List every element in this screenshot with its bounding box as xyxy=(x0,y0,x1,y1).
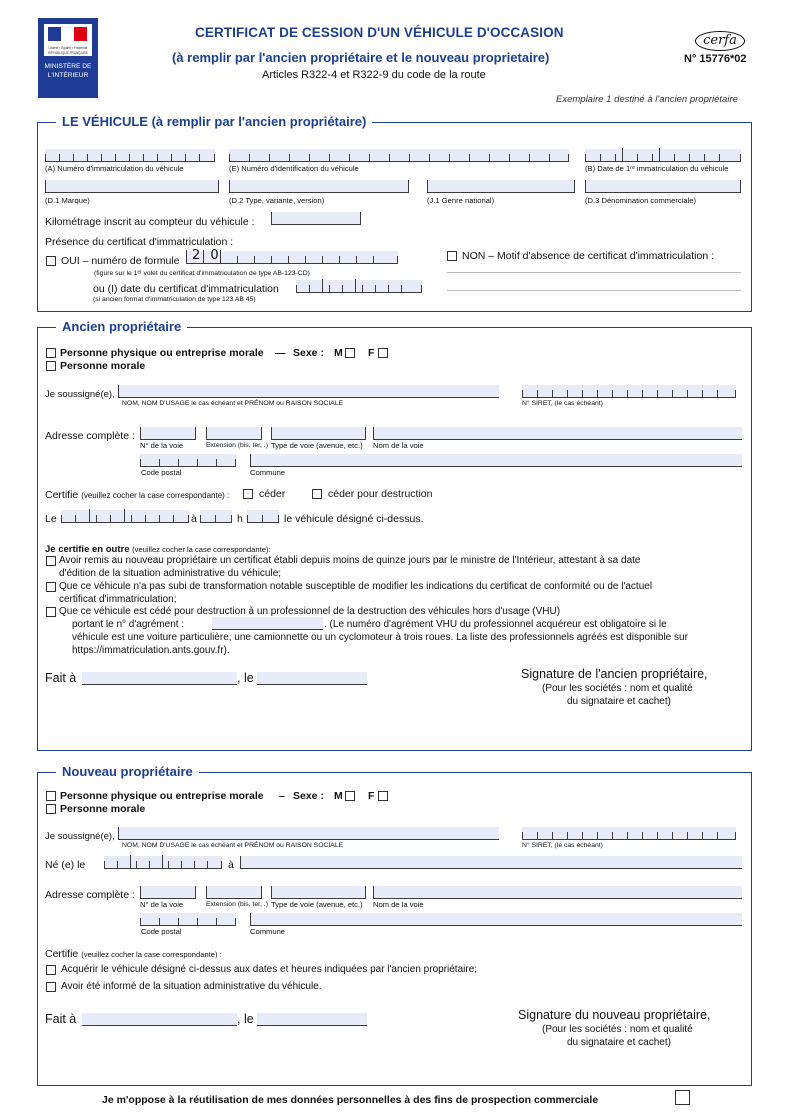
former-signature-title: Signature de l'ancien propriétaire, xyxy=(521,667,708,681)
new-f-label: F xyxy=(368,790,375,802)
vin-label: (E) Numéro d'identification du véhicule xyxy=(229,164,359,173)
registration-number-field[interactable] xyxy=(45,149,215,162)
new-siret-field[interactable] xyxy=(522,827,736,840)
new-birth-place-label: à xyxy=(228,859,234,871)
former-item3-text-b1: portant le n° d'agrément : xyxy=(72,619,185,630)
former-signing-date-field[interactable] xyxy=(257,672,367,685)
former-street-number-note: N° de la voie xyxy=(140,441,184,450)
former-postcode-note: Code postal xyxy=(141,468,182,477)
former-name-note: NOM, NOM D'USAGE le cas échéant et PRÉNOM ou RAISON SOCIALE xyxy=(122,400,344,407)
new-m-label: M xyxy=(334,790,343,802)
new-sexe-label: Sexe : xyxy=(293,790,324,802)
new-signature-note2: du signataire et cachet) xyxy=(567,1037,671,1048)
new-city-note: Commune xyxy=(250,927,286,936)
opposition-checkbox[interactable] xyxy=(675,1090,690,1105)
oui-checkbox[interactable] xyxy=(46,256,56,266)
former-vehicle-designated: le véhicule désigné ci-dessus. xyxy=(284,513,424,525)
oui-note: (figure sur le 1ᵉʳ volet du certificat d'immatriculation de type AB-123-CD) xyxy=(94,270,310,277)
new-street-number-field[interactable] xyxy=(140,886,196,899)
opposition-text: Je m'oppose à la réutilisation de mes données personnelles à des fins de prospection commerciale xyxy=(102,1094,599,1106)
type-variant-label: (D.2 Type, variante, version) xyxy=(229,196,325,205)
former-item3-text-d: https://immatriculation.ants.gouv.fr). xyxy=(72,645,230,656)
non-reason-line-1[interactable] xyxy=(447,272,741,273)
new-name-field[interactable] xyxy=(118,827,499,840)
national-genre-label: (J.1 Genre national) xyxy=(427,196,495,205)
new-physical-label: Personne physique ou entreprise morale xyxy=(60,790,264,802)
new-item2-text: Avoir été informé de la situation administrative du véhicule. xyxy=(61,981,322,992)
certificate-date-field[interactable] xyxy=(296,280,422,293)
former-item2-text-b: certificat d'immatriculation; xyxy=(59,594,177,605)
former-minute-field[interactable] xyxy=(247,510,279,523)
former-item3-text-a: Que ce véhicule est cédé pour destruction à un professionnel de la destruction des véhicules hors d'usage (VHU) xyxy=(59,606,561,617)
former-street-type-field[interactable] xyxy=(271,427,366,440)
former-owner-section-title: Ancien propriétaire xyxy=(56,319,187,334)
approval-number-field[interactable] xyxy=(212,617,323,630)
former-dash: — xyxy=(275,347,286,359)
former-moral-label: Personne morale xyxy=(60,360,146,372)
new-birth-date-field[interactable] xyxy=(104,856,222,869)
former-soussigne-label: Je soussigné(e), xyxy=(45,389,115,400)
national-genre-field[interactable] xyxy=(427,180,575,193)
former-fait-label: Fait à xyxy=(45,671,77,685)
former-street-name-note: Nom de la voie xyxy=(373,441,424,450)
ministry-name: MINISTÈRE DE L'INTÉRIEUR xyxy=(44,63,92,79)
non-reason-line-2[interactable] xyxy=(447,290,741,291)
former-item3-checkbox[interactable] xyxy=(46,607,56,617)
new-item1-checkbox[interactable] xyxy=(46,965,56,975)
new-soussigne-label: Je soussigné(e), xyxy=(45,831,115,842)
former-m-label: M xyxy=(334,347,343,359)
former-a-label: à xyxy=(191,513,197,525)
new-signing-date-field[interactable] xyxy=(257,1013,367,1026)
vehicle-section-title: LE VÉHICULE (à remplir par l'ancien propriétaire) xyxy=(56,114,372,129)
former-extension-field[interactable] xyxy=(206,427,262,440)
new-street-name-field[interactable] xyxy=(373,886,742,899)
new-extension-field[interactable] xyxy=(206,886,262,899)
new-extension-note: Extension (bis, ter, .) xyxy=(206,901,268,908)
former-ceder-destruction-label: céder pour destruction xyxy=(328,488,433,500)
registration-number-label: (A) Numéro d'immatriculation du véhicule xyxy=(45,164,184,173)
new-moral-label: Personne morale xyxy=(60,803,146,815)
first-registration-date-field[interactable] xyxy=(585,149,741,162)
ministry-logo xyxy=(38,18,98,98)
former-item1-text-b: d'édition de la situation administrative du véhicule; xyxy=(59,568,282,579)
former-item2-text-a: Que ce véhicule n'a pas subi de transformation notable susceptible de modifier les indications du certificat de conformité ou de l'actuel xyxy=(59,581,653,592)
brand-field[interactable] xyxy=(45,180,219,193)
new-signature-title: Signature du nouveau propriétaire, xyxy=(518,1008,711,1022)
commercial-name-label: (D.3 Dénomination commerciale) xyxy=(585,196,696,205)
former-le-label: Le xyxy=(45,513,57,525)
former-moral-checkbox[interactable] xyxy=(46,361,56,371)
new-city-field[interactable] xyxy=(250,913,742,926)
new-street-name-note: Nom de la voie xyxy=(373,900,424,909)
non-checkbox[interactable] xyxy=(447,251,457,261)
new-item2-checkbox[interactable] xyxy=(46,982,56,992)
type-variant-field[interactable] xyxy=(229,180,409,193)
new-birth-place-field[interactable] xyxy=(240,856,742,869)
former-item1-text-a: Avoir remis au nouveau propriétaire un certificat établi depuis moins de quinze jours par le ministre de l'Intérieur, attestant à sa date xyxy=(59,555,641,566)
former-extension-note: Extension (bis, ter, .) xyxy=(206,442,268,449)
former-item1-checkbox[interactable] xyxy=(46,556,56,566)
new-item1-text: Acquérir le véhicule désigné ci-dessus aux dates et heures indiquées par l'ancien propriétaire; xyxy=(61,964,478,975)
new-street-number-note: N° de la voie xyxy=(140,900,184,909)
former-date-field[interactable] xyxy=(61,510,189,523)
former-name-field[interactable] xyxy=(118,385,499,398)
new-postcode-field[interactable] xyxy=(140,913,236,926)
former-item2-checkbox[interactable] xyxy=(46,582,56,592)
copy-note: Exemplaire 1 destiné à l'ancien propriétaire xyxy=(556,94,738,105)
new-le2-label: , le xyxy=(237,1012,254,1026)
new-name-note: NOM, NOM D'USAGE le cas échéant et PRÉNOM ou RAISON SOCIALE xyxy=(122,842,344,849)
oui-label: OUI – numéro de formule xyxy=(61,255,180,267)
former-place-field[interactable] xyxy=(82,672,237,685)
new-dash: – xyxy=(279,790,285,802)
new-street-type-note: Type de voie (avenue, etc.) xyxy=(271,900,363,909)
new-certifie-label: Certifie (veuillez cocher la case correspondante) : xyxy=(45,948,222,960)
former-street-number-field[interactable] xyxy=(140,427,196,440)
new-fait-label: Fait à xyxy=(45,1012,77,1026)
non-label: NON – Motif d'absence de certificat d'immatriculation : xyxy=(462,250,715,262)
articles-reference: Articles R322-4 et R322-9 du code de la route xyxy=(262,69,486,81)
former-f-label: F xyxy=(368,347,375,359)
logo-motto: Liberté • Égalité • Fraternité RÉPUBLIQUE FRANÇAISE xyxy=(44,46,92,56)
former-item3-text-b2: . (Le numéro d'agrément VHU du professionnel acquéreur est obligatoire si le xyxy=(324,619,667,630)
former-certifie-label: Certifie (veuillez cocher la case correspondante) : xyxy=(45,489,230,501)
form-subtitle: (à remplir par l'ancien propriétaire et le nouveau proprietaire) xyxy=(172,50,550,65)
brand-label: (D.1 Marque) xyxy=(45,196,90,205)
former-street-type-note: Type de voie (avenue, etc.) xyxy=(271,441,363,450)
mileage-label: Kilométrage inscrit au compteur du véhicule : xyxy=(45,216,255,228)
marianne-flag-icon xyxy=(44,24,92,46)
former-item3-text-c: véhicule est une voiture particulière, une camionnette ou un cyclomoteur à trois roues. La liste des professionnels agréés est disponible sur xyxy=(72,632,688,643)
cerfa-logo: cerfa xyxy=(695,31,745,51)
former-f-checkbox[interactable] xyxy=(378,348,388,358)
former-postcode-field[interactable] xyxy=(140,454,236,467)
former-address-label: Adresse complète : xyxy=(45,430,135,442)
former-siret-note: N° SIRET, (le cas échéant) xyxy=(522,400,603,407)
former-hour-field[interactable] xyxy=(200,510,232,523)
former-certifie-outre: Je certifie en outre (veuillez cocher la case correspondante): xyxy=(45,544,271,555)
former-ceder-checkbox[interactable] xyxy=(243,489,253,499)
presence-label: Présence du certificat d'immatriculation : xyxy=(45,236,234,248)
former-sexe-label: Sexe : xyxy=(293,347,324,359)
new-signature-note1: (Pour les sociétés : nom et qualité xyxy=(542,1024,693,1035)
new-owner-section-title: Nouveau propriétaire xyxy=(56,764,199,779)
new-address-label: Adresse complète : xyxy=(45,889,135,901)
form-title: CERTIFICAT DE CESSION D'UN VÉHICULE D'OCCASION xyxy=(195,25,564,40)
new-f-checkbox[interactable] xyxy=(378,791,388,801)
former-city-field[interactable] xyxy=(250,454,742,467)
former-physical-checkbox[interactable] xyxy=(46,348,56,358)
commercial-name-field[interactable] xyxy=(585,180,741,193)
new-physical-checkbox[interactable] xyxy=(46,791,56,801)
former-m-checkbox[interactable] xyxy=(345,348,355,358)
former-ceder-destruction-checkbox[interactable] xyxy=(312,489,322,499)
new-place-field[interactable] xyxy=(82,1013,237,1026)
former-le2-label: , le xyxy=(237,671,254,685)
vin-field[interactable] xyxy=(229,149,569,162)
new-moral-checkbox[interactable] xyxy=(46,804,56,814)
former-h-label: h xyxy=(237,513,243,525)
new-birth-label: Né (e) le xyxy=(45,859,86,871)
ou-note: (si ancien format d'immatriculation de type 123 AB 45) xyxy=(93,296,256,303)
formula-prefill: 2 0 xyxy=(192,248,222,263)
new-m-checkbox[interactable] xyxy=(345,791,355,801)
former-street-name-field[interactable] xyxy=(373,427,742,440)
new-siret-note: N° SIRET, (le cas échéant) xyxy=(522,842,603,849)
cerfa-number: N° 15776*02 xyxy=(684,53,747,65)
new-street-type-field[interactable] xyxy=(271,886,366,899)
former-signature-note1: (Pour les sociétés : nom et qualité xyxy=(542,683,693,694)
former-signature-note2: du signataire et cachet) xyxy=(567,696,671,707)
ou-label: ou (I) date du certificat d'immatriculation xyxy=(93,283,279,295)
mileage-field[interactable] xyxy=(271,212,361,225)
former-siret-field[interactable] xyxy=(522,385,736,398)
former-ceder-label: céder xyxy=(259,488,286,500)
former-physical-label: Personne physique ou entreprise morale xyxy=(60,347,264,359)
first-registration-date-label: (B) Date de 1ʳᵉ immatriculation du véhicule xyxy=(585,164,729,173)
new-postcode-note: Code postal xyxy=(141,927,182,936)
former-city-note: Commune xyxy=(250,468,286,477)
